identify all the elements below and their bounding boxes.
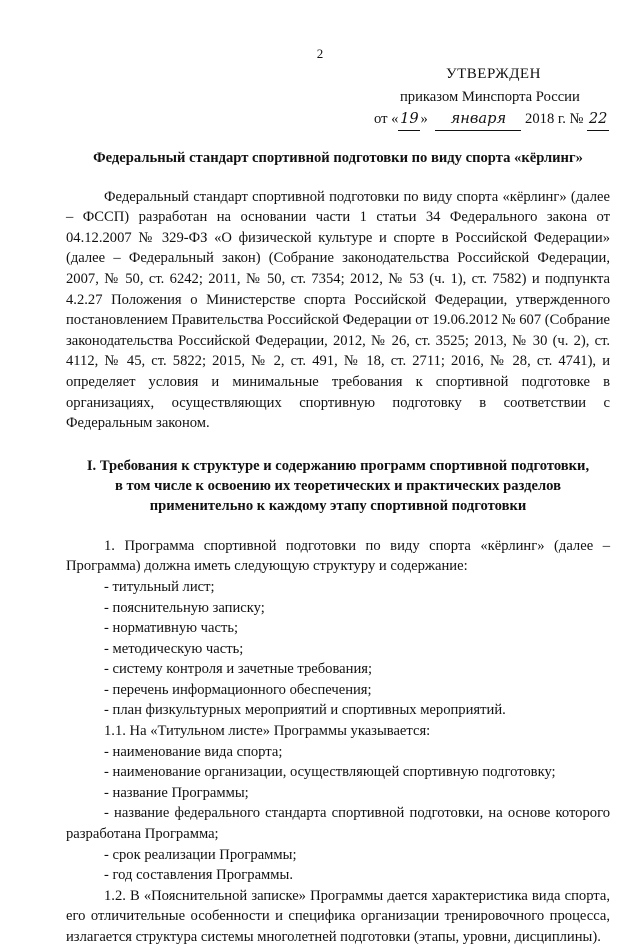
date-mid: » xyxy=(420,111,428,128)
item-1-1-intro: 1.1. На «Титульном листе» Программы указывается: xyxy=(104,723,431,740)
structure-list xyxy=(66,577,610,721)
approval-order-line: приказом Минспорта России xyxy=(400,88,580,105)
list-item: - методическую часть; xyxy=(104,640,244,657)
list-item: - титульный лист; xyxy=(104,578,215,595)
date-year: 2018 г. № xyxy=(525,111,584,128)
list-item: - нормативную часть; xyxy=(104,620,239,637)
title-page-list xyxy=(66,742,610,886)
section-1-heading-line-1: I. Требования к структуре и содержанию программ спортивной подготовки, xyxy=(86,457,590,474)
handwritten-day: 19 xyxy=(398,109,420,131)
list-item: - пояснительную записку; xyxy=(104,599,265,616)
section-1-heading-line-3: применительно к каждому этапу спортивной подготовки xyxy=(149,497,527,514)
approval-stamp xyxy=(352,64,612,131)
date-prefix: от « xyxy=(374,111,399,128)
list-item: - год составления Программы. xyxy=(104,867,293,884)
list-item: - название федерального стандарта спортивной подготовки, на основе которого разработана Программа; xyxy=(66,805,610,843)
section-1-heading-line-2: в том числе к освоению их теоретических и практических разделов xyxy=(114,477,561,494)
document-title: Федеральный стандарт спортивной подготовки по виду спорта «кёрлинг» xyxy=(93,150,583,166)
approval-date-line xyxy=(352,109,612,131)
list-item: - наименование организации, осуществляющей спортивную подготовку; xyxy=(104,764,556,781)
list-item: - план физкультурных мероприятий и спортивных мероприятий. xyxy=(104,702,506,719)
item-1-2-paragraph: 1.2. В «Пояснительной записке» Программы дается характеристика вида спорта, его отличительные особенности и специфика организации тренировочного процесса, излагается структура системы многолетней подготовки (этапы, уровни, дисциплины). xyxy=(66,887,610,945)
handwritten-month: января xyxy=(435,109,521,131)
handwritten-order-number: 22 xyxy=(587,109,609,131)
document-body xyxy=(66,148,610,948)
list-item: - перечень информационного обеспечения; xyxy=(104,681,372,698)
list-item: - наименование вида спорта; xyxy=(104,743,283,760)
section-1-heading xyxy=(66,456,610,516)
approval-title: УТВЕРЖДЕН xyxy=(446,66,541,82)
list-item: - срок реализации Программы; xyxy=(104,846,297,863)
item-1-intro: 1. Программа спортивной подготовки по виду спорта «кёрлинг» (далее – Программа) должна иметь следующую структуру и содержание: xyxy=(66,537,610,575)
list-item: - систему контроля и зачетные требования; xyxy=(104,661,373,678)
intro-paragraph: Федеральный стандарт спортивной подготовки по виду спорта «кёрлинг» (далее – ФССП) разработан на основании части 1 статьи 34 Федерального закона от 04.12.2007 № 329-ФЗ «О физической культуре и спорте в Российской Федерации» (далее – Федеральный закон) (Собрание законодательства Российской Федерации, 2007, № 50, ст. 6242; 2011, № 50, ст. 7354; 2012, № 53 (ч. 1), ст. 7582) и подпункта 4.2.27 Положения о Министерстве спорта Российской Федерации, утвержденного постановлением Правительства Российской Федерации от 19.06.2012 № 607 (Собрание законодательства Российской Федерации, 2012, № 26, ст. 3525; 2013, № 30 (ч. 2), ст. 4112, № 45, ст. 5822; 2015, № 2, ст. 491, № 18, ст. 2711; 2016, № 28, ст. 4741), и определяет условия и минимальные требования к спортивной подготовке в организациях, осуществляющих спортивную подготовку в соответствии с Федеральным законом. xyxy=(66,188,610,432)
page-number: 2 xyxy=(316,46,324,61)
list-item: - название Программы; xyxy=(104,784,249,801)
